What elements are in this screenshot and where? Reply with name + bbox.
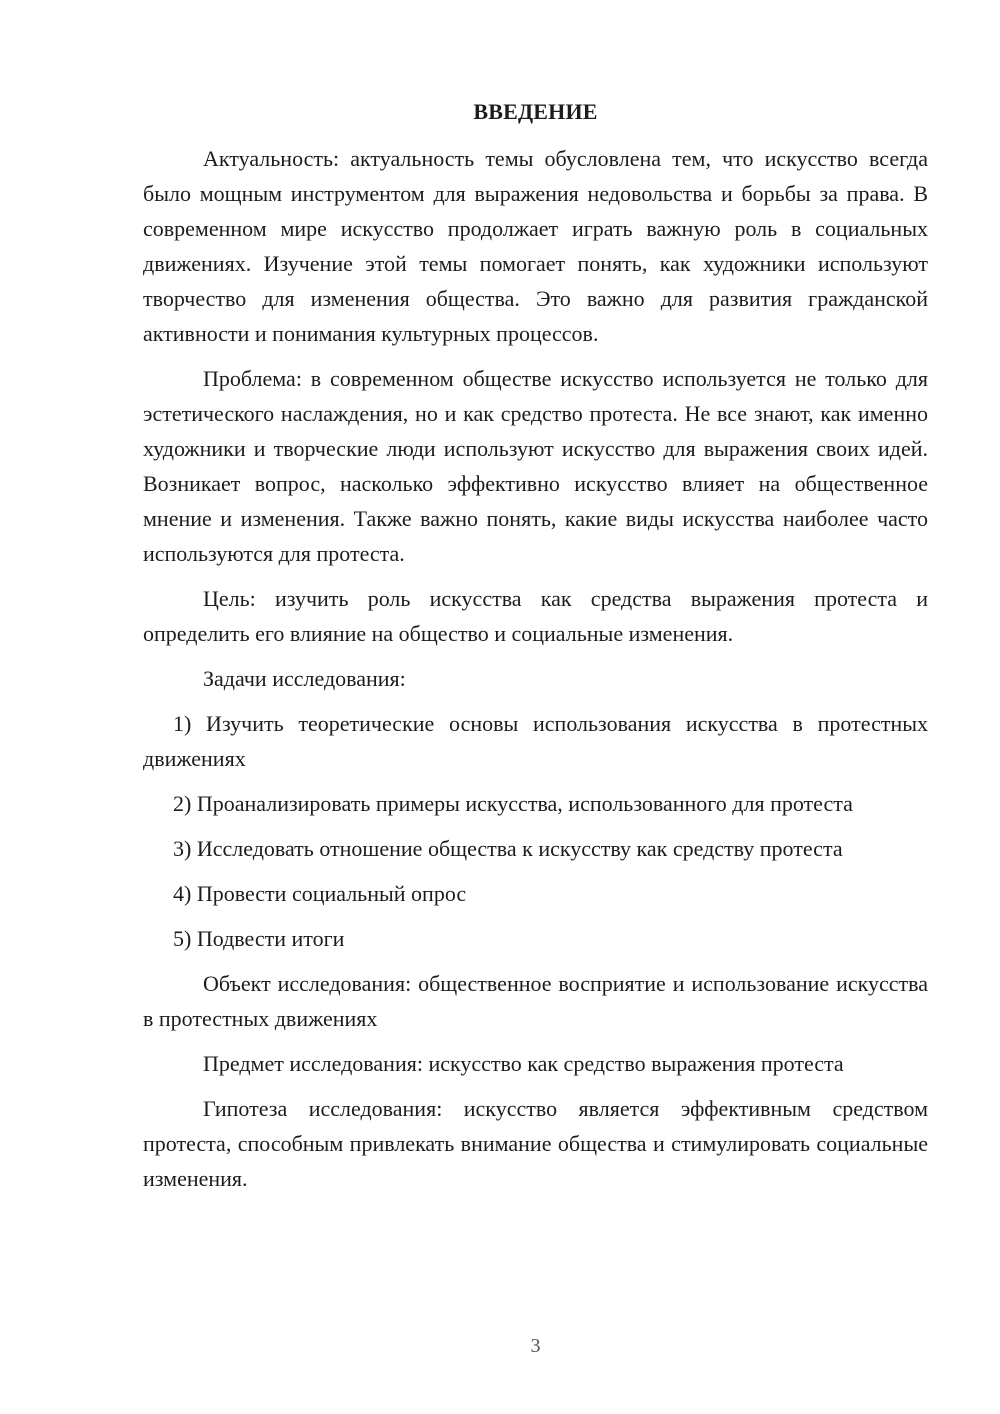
document-page <box>143 0 928 1414</box>
page-number: 3 <box>530 1335 541 1357</box>
task-item: 1) Изучить теоретические основы использования искусства в протестных движениях <box>143 711 928 771</box>
task-item: 5) Подвести итоги <box>173 926 345 951</box>
paragraph-relevance: Актуальность: актуальность темы обусловлена тем, что искусство всегда было мощным инструментом для выражения недовольства и борьбы за права. В современном мире искусство продолжает играть важную роль в социальных движениях. Изучение этой темы помогает понять, как художники используют творчество для изменения общества. Это важно для развития гражданской активности и понимания культурных процессов. <box>143 146 928 346</box>
paragraph-hypothesis: Гипотеза исследования: искусство является эффективным средством протеста, способным привлекать внимание общества и стимулировать социальные изменения. <box>143 1096 928 1191</box>
paragraph-problem: Проблема: в современном обществе искусство используется не только для эстетического наслаждения, но и как средство протеста. Не все знают, как именно художники и творческие люди используют искусство для выражения своих идей. Возникает вопрос, насколько эффективно искусство влияет на общественное мнение и изменения. Также важно понять, какие виды искусства наиболее часто используются для протеста. <box>143 366 928 566</box>
task-item: 4) Провести социальный опрос <box>173 881 467 906</box>
paragraph-tasks-heading: Задачи исследования: <box>203 666 406 691</box>
task-item: 3) Исследовать отношение общества к искусству как средству протеста <box>173 836 843 861</box>
paragraph-object: Объект исследования: общественное восприятие и использование искусства в протестных движениях <box>143 971 928 1031</box>
document-body <box>143 141 928 1206</box>
paragraph-goal: Цель: изучить роль искусства как средства выражения протеста и определить его влияние на общество и социальные изменения. <box>143 586 928 646</box>
task-item: 2) Проанализировать примеры искусства, использованного для протеста <box>173 791 853 816</box>
section-heading: ВВЕДЕНИЕ <box>473 99 598 124</box>
paragraph-subject: Предмет исследования: искусство как средство выражения протеста <box>203 1051 844 1076</box>
